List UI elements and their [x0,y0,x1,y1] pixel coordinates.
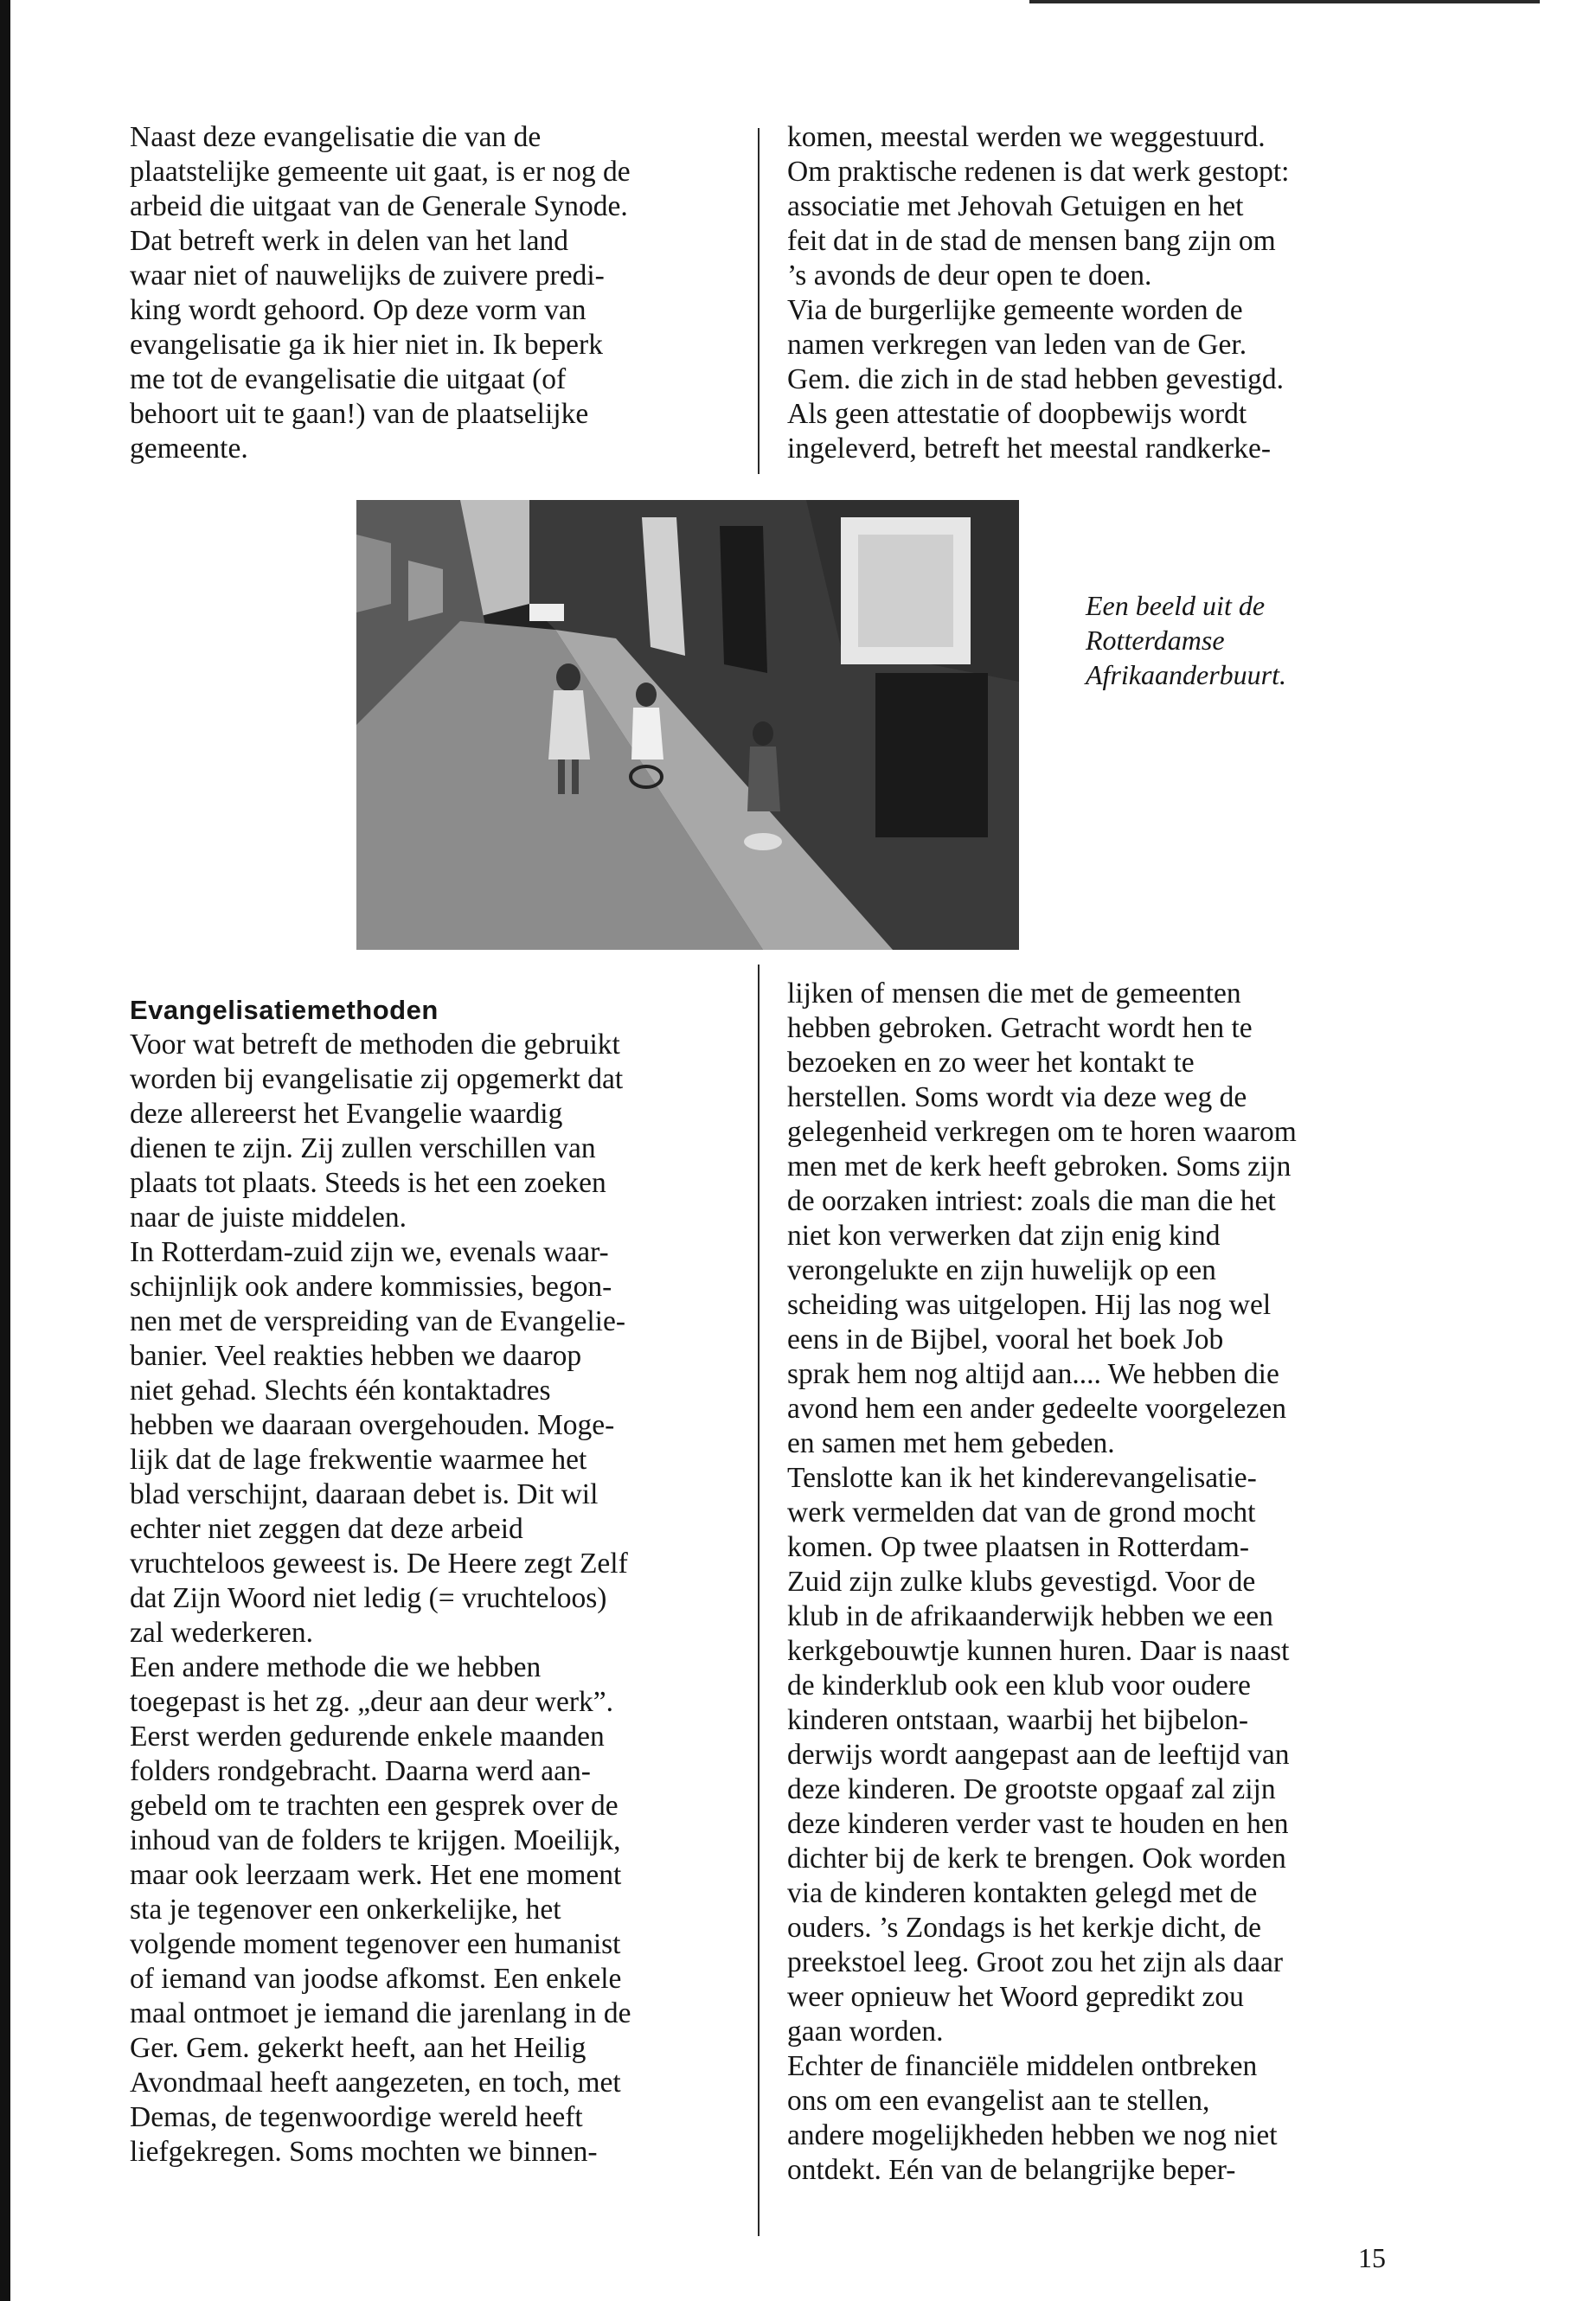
text-line: maar ook leerzaam werk. Het ene moment [130,1859,622,1891]
text-line: niet gehad. Slechts één kontaktadres [130,1375,551,1407]
text-line: sprak hem nog altijd aan.... We hebben die [787,1358,1279,1390]
text-line: hebben gebroken. Getracht wordt hen te [787,1012,1253,1044]
text-line: of iemand van joodse afkomst. Een enkele [130,1963,622,1995]
text-line: andere mogelijkheden hebben we nog niet [787,2119,1278,2151]
text-line: In Rotterdam-zuid zijn we, evenals waar- [130,1236,609,1268]
column-bottom-left [130,993,753,2170]
text-line: Afrikaanderbuurt. [1086,659,1286,690]
text-line: en samen met hem gebeden. [787,1427,1115,1459]
text-line: feit dat in de stad de mensen bang zijn om [787,225,1276,257]
text-line: deze kinderen verder vast te houden en hen [787,1808,1289,1840]
text-line: kerkgebouwtje kunnen huren. Daar is naast [787,1635,1290,1667]
text-line: ontdekt. Eén van de belangrijke beper- [787,2154,1236,2186]
text-line: bezoeken en zo weer het kontakt te [787,1047,1195,1079]
text-line: scheiding was uitgelopen. Hij las nog wel [787,1289,1272,1321]
text-line: zal wederkeren. [130,1617,314,1649]
text-line: via de kinderen kontakten gelegd met de [787,1877,1258,1909]
text-line: evangelisatie ga ik hier niet in. Ik beperk [130,329,603,361]
text-line: kinderen ontstaan, waarbij het bijbelon- [787,1704,1249,1736]
text-line: me tot de evangelisatie die uitgaat (of [130,363,567,395]
text-line: gaan worden. [787,2016,944,2048]
photo-caption [1086,588,1432,692]
text-line: werk vermelden dat van de grond mocht [787,1497,1256,1529]
text-line: Tenslotte kan ik het kinderevangelisatie- [787,1462,1257,1494]
text-line: plaatstelijke gemeente uit gaat, is er nog de [130,156,631,188]
text-line: waar niet of nauwelijks de zuivere predi- [130,260,605,292]
text-line: Naast deze evangelisatie die van de [130,121,542,153]
page-number: 15 [1358,2242,1386,2273]
text-line: arbeid die uitgaat van de Generale Synode. [130,190,628,222]
text-line: klub in de afrikaanderwijk hebben we een [787,1600,1273,1632]
column-top-right [787,120,1410,466]
text-line: Eerst werden gedurende enkele maanden [130,1721,605,1753]
text-line: toegepast is het zg. „deur aan deur werk”. [130,1686,614,1718]
text-line: lijk dat de lage frekwentie waarmee het [130,1444,587,1476]
text-line: naar de juiste middelen. [130,1202,407,1234]
text-line: verongelukte en zijn huwelijk op een [787,1254,1216,1286]
column-top-left [130,120,753,466]
column-divider-top [758,128,760,474]
text-line: niet kon verwerken dat zijn enig kind [787,1220,1221,1252]
text-line: behoort uit te gaan!) van de plaatselijke [130,398,589,430]
text-line: ’s avonds de deur open te doen. [787,260,1152,292]
text-line: Om praktische redenen is dat werk gestopt: [787,156,1290,188]
text-line: maal ontmoet je iemand die jarenlang in de [130,1997,631,2029]
text-line: hebben we daaraan overgehouden. Moge- [130,1409,615,1441]
text-line: dichter bij de kerk te brengen. Ook worden [787,1843,1286,1875]
text-line: vruchteloos geweest is. De Heere zegt Zelf [130,1548,628,1580]
text-line: men met de kerk heeft gebroken. Soms zijn [787,1150,1292,1183]
text-line: Een beeld uit de [1086,590,1266,621]
text-line: gelegenheid verkregen om te horen waarom [787,1116,1297,1148]
text-line: komen. Op twee plaatsen in Rotterdam- [787,1531,1249,1563]
text-line: Gem. die zich in de stad hebben gevestigd. [787,363,1284,395]
text-line: dat Zijn Woord niet ledig (= vruchteloos) [130,1582,607,1614]
text-line: komen, meestal werden we weggestuurd. [787,121,1266,153]
text-line: ons om een evangelist aan te stellen, [787,2085,1210,2117]
text-line: volgende moment tegenover een humanist [130,1928,621,1960]
street-photo [356,500,1019,950]
text-line: weer opnieuw het Woord gepredikt zou [787,1981,1244,2013]
text-line: king wordt gehoord. Op deze vorm van [130,294,586,326]
text-line: avond hem een ander gedeelte voorgelezen [787,1393,1286,1425]
text-line: plaats tot plaats. Steeds is het een zoeken [130,1167,606,1199]
text-line: worden bij evangelisatie zij opgemerkt dat [130,1063,624,1095]
text-line: eens in de Bijbel, vooral het boek Job [787,1324,1224,1356]
text-line: folders rondgebracht. Daarna werd aan- [130,1755,591,1787]
text-line: Als geen attestatie of doopbewijs wordt [787,398,1247,430]
text-line: sta je tegenover een onkerkelijke, het [130,1894,561,1926]
page-binding-edge [0,0,10,2301]
text-line: nen met de verspreiding van de Evangelie- [130,1305,626,1337]
text-line: Dat betreft werk in delen van het land [130,225,568,257]
text-line: liefgekregen. Soms mochten we binnen- [130,2136,598,2168]
text-line: de kinderklub ook een klub voor oudere [787,1670,1251,1702]
top-rule [1029,0,1540,3]
text-line: lijken of mensen die met de gemeenten [787,977,1241,1009]
text-line: ingeleverd, betreft het meestal randkerke- [787,433,1271,465]
text-line: banier. Veel reakties hebben we daarop [130,1340,582,1372]
text-line: blad verschijnt, daaraan debet is. Dit wil [130,1478,599,1510]
text-line: associatie met Jehovah Getuigen en het [787,190,1244,222]
text-line: Voor wat betreft de methoden die gebruikt [130,1029,620,1061]
text-line: de oorzaken intriest: zoals die man die het [787,1185,1276,1217]
text-line: Demas, de tegenwoordige wereld heeft [130,2101,583,2133]
text-line: dienen te zijn. Zij zullen verschillen van [130,1132,596,1164]
text-line: inhoud van de folders te krijgen. Moeilijk, [130,1824,621,1856]
text-line: deze kinderen. De grootste opgaaf zal zijn [787,1773,1276,1805]
section-heading: Evangelisatiemethoden [130,995,439,1025]
text-line: Via de burgerlijke gemeente worden de [787,294,1243,326]
text-line: preekstoel leeg. Groot zou het zijn als daar [787,1946,1284,1978]
text-line: echter niet zeggen dat deze arbeid [130,1513,523,1545]
text-line: ouders. ’s Zondags is het kerkje dicht, de [787,1912,1261,1944]
column-bottom-right [787,977,1410,2188]
text-line: Zuid zijn zulke klubs gevestigd. Voor de [787,1566,1256,1598]
column-divider-bottom [758,965,760,2236]
text-line: derwijs wordt aangepast aan de leeftijd van [787,1739,1290,1771]
text-line: namen verkregen van leden van de Ger. [787,329,1247,361]
text-line: schijnlijk ook andere kommissies, begon- [130,1271,612,1303]
text-line: Avondmaal heeft aangezeten, en toch, met [130,2067,621,2099]
text-line: Een andere methode die we hebben [130,1651,542,1683]
text-line: deze allereerst het Evangelie waardig [130,1098,563,1130]
text-line: herstellen. Soms wordt via deze weg de [787,1081,1247,1113]
text-line: Echter de financiële middelen ontbreken [787,2050,1258,2082]
text-line: Rotterdamse [1086,625,1225,656]
text-line: gemeente. [130,433,248,465]
text-line: gebeld om te trachten een gesprek over de [130,1790,619,1822]
text-line: Ger. Gem. gekerkt heeft, aan het Heilig [130,2032,586,2064]
